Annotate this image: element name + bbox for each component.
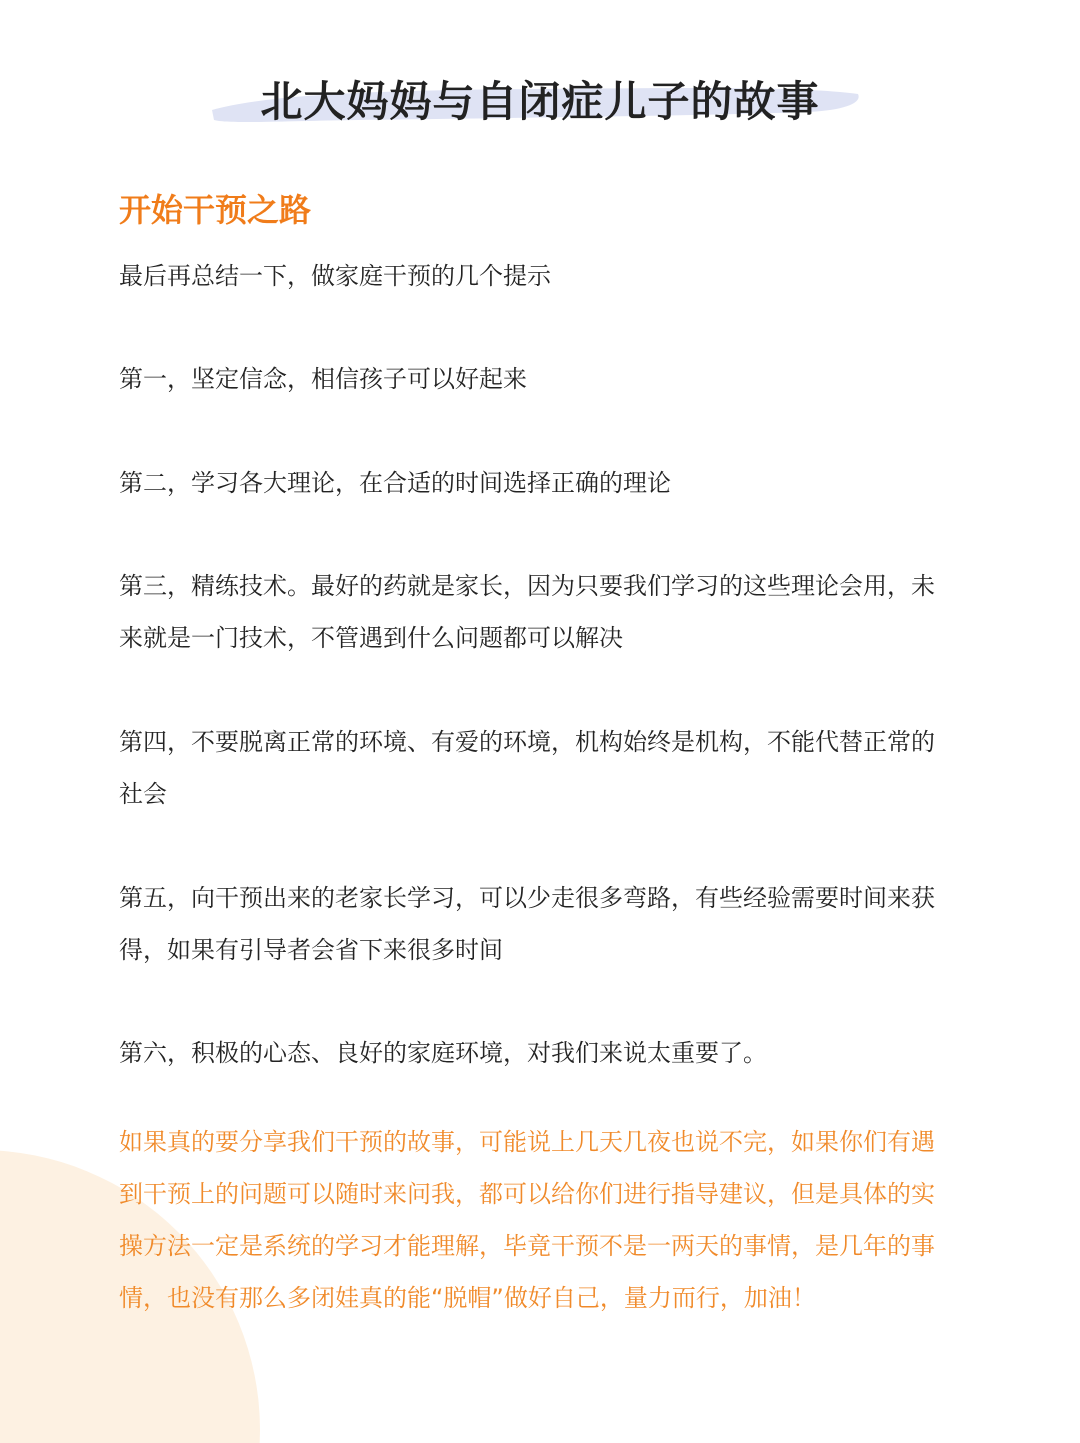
tip-4: 第四，不要脱离正常的环境、有爱的环境，机构始终是机构，不能代替正常的社会 [119, 728, 935, 808]
tip-6: 第六，积极的心态、良好的家庭环境，对我们来说太重要了。 [119, 1039, 767, 1067]
intro-text: 最后再总结一下，做家庭干预的几个提示 [119, 262, 551, 290]
tip-2: 第二，学习各大理论，在合适的时间选择正确的理论 [119, 469, 671, 497]
section-title: 开始干预之路 [119, 191, 312, 229]
title-block [0, 62, 1080, 142]
tip-3: 第三，精练技术。最好的药就是家长，因为只要我们学习的这些理论会用，未来就是一门技术，不管遇到什么问题都可以解决 [119, 572, 935, 652]
tip-5: 第五，向干预出来的老家长学习，可以少走很多弯路，有些经验需要时间来获得，如果有引导者会省下来很多时间 [119, 884, 935, 964]
closing-text: 如果真的要分享我们干预的故事，可能说上几天几夜也说不完，如果你们有遇到干预上的问题可以随时来问我，都可以给你们进行指导建议，但是具体的实操方法一定是系统的学习才能理解，毕竟干预不是一两天的事情，是几年的事情，也没有那么多闭娃真的能“脱帽”做好自己，量力而行，加油！ [119, 1128, 935, 1312]
tip-1: 第一，坚定信念，相信孩子可以好起来 [119, 365, 527, 393]
page-title: 北大妈妈与自闭症儿子的故事 [260, 77, 820, 126]
